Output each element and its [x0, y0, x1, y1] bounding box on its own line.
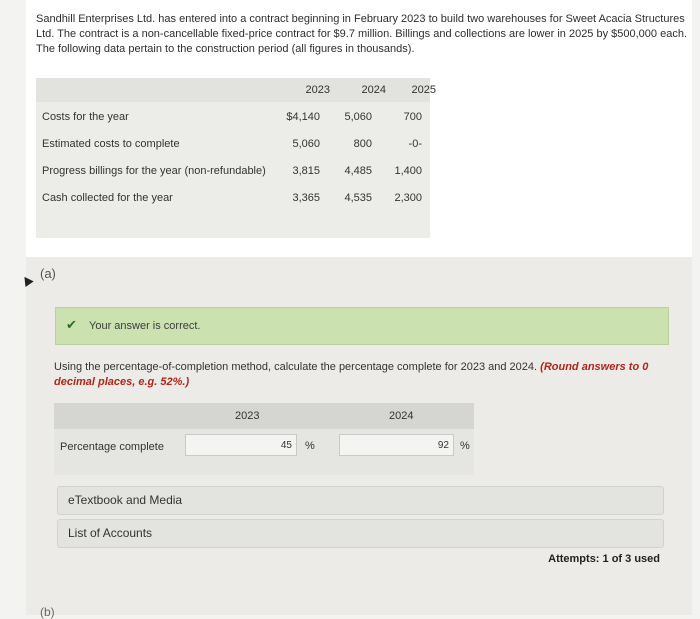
table-cell: 3,365 — [292, 192, 320, 204]
table-cell: 800 — [353, 138, 372, 150]
row-label-cash: Cash collected for the year — [42, 192, 173, 204]
rounding-hint: (Round answers to 0 decimal places, e.g. 52%.) — [54, 361, 649, 388]
part-a-label: (a) — [40, 266, 56, 281]
etextbook-link-label[interactable]: eTextbook and Media — [68, 493, 183, 507]
instruction-text: Using the percentage-of-completion method, calculate the percentage complete for 2023 and 2024. — [54, 361, 538, 373]
question-instruction — [54, 360, 674, 390]
year-header-2025: 2025 — [411, 84, 436, 96]
percent-sign-2023: % — [305, 440, 315, 452]
table-cell: -0- — [408, 138, 422, 150]
column-header-2023: 2023 — [235, 410, 260, 422]
table-cell: 5,060 — [292, 138, 320, 150]
table-cell: 1,400 — [394, 165, 422, 177]
table-cell: 2,300 — [394, 192, 422, 204]
part-b-label: (b) — [40, 605, 55, 619]
table-cell: 4,485 — [344, 165, 372, 177]
problem-intro: Sandhill Enterprises Ltd. has entered into a contract beginning in February 2023 to build two warehouses for Sweet Acacia Structures Ltd. The contract is a non-cancellable fixed-price contract for $9.7 million. Billings and collections are lower in 2025 by $500,000 each. The following data pertain to the construction period (all figures in thousands). — [36, 13, 687, 55]
year-header-2024: 2024 — [361, 84, 386, 96]
column-header-2024: 2024 — [389, 410, 414, 422]
row-label-costs: Costs for the year — [42, 111, 129, 123]
attempts-counter: Attempts: 1 of 3 used — [548, 553, 660, 565]
row-label-billings: Progress billings for the year (non-refundable) — [42, 165, 266, 177]
checkmark-icon: ✔ — [66, 317, 77, 332]
construction-data-table — [36, 78, 436, 238]
year-header-2023: 2023 — [305, 84, 330, 96]
list-of-accounts-label[interactable]: List of Accounts — [68, 526, 153, 540]
feedback-text: Your answer is correct. — [89, 320, 201, 332]
table-cell: 5,060 — [344, 111, 372, 123]
percentage-2024-input[interactable]: 92 — [339, 434, 454, 456]
row-label-estimated: Estimated costs to complete — [42, 138, 180, 150]
percentage-2023-input[interactable]: 45 — [185, 434, 297, 456]
row-label-percentage: Percentage complete — [60, 441, 164, 453]
percent-sign-2024: % — [460, 440, 470, 452]
table-cell: 3,815 — [292, 165, 320, 177]
table-cell: 700 — [403, 111, 422, 123]
table-cell: 4,535 — [344, 192, 372, 204]
table-cell: $4,140 — [286, 111, 320, 123]
